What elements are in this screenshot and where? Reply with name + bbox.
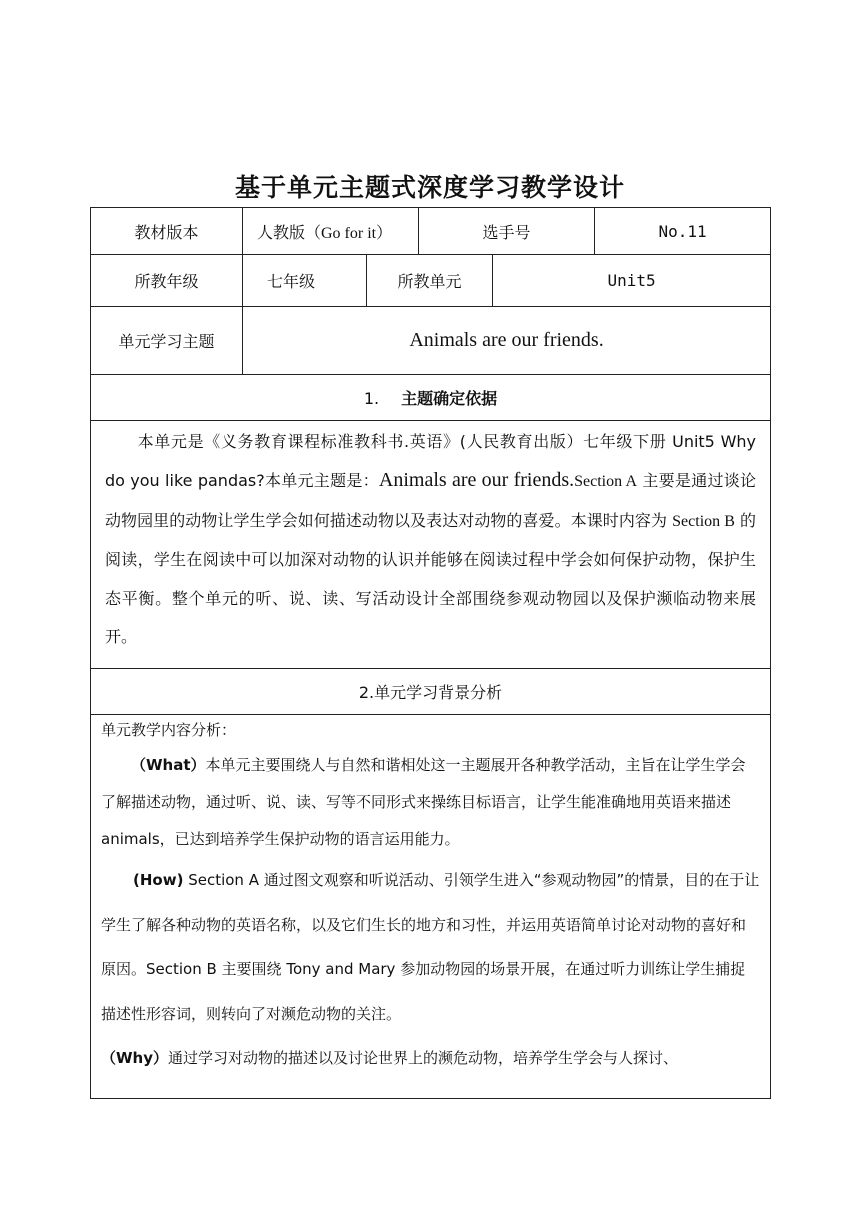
section1-text-d: Section B: [672, 512, 735, 530]
player-value: No.11: [595, 208, 771, 255]
how-paragraph: [101, 858, 760, 1036]
document-title: 基于单元主题式深度学习教学设计: [234, 173, 625, 202]
how-label: (How): [133, 871, 184, 889]
section1-paragraph: [105, 421, 756, 656]
section1-text-a: 本单元是《义务教育课程标准教科书.英语》(人民教育出版）七年级下册 Unit5 Why do you like pandas?本单元主题是：: [105, 432, 757, 491]
textbook-value: 人教版（Go for it）: [243, 208, 419, 255]
theme-value: Animals are our friends.: [243, 307, 771, 375]
why-paragraph: [101, 1036, 760, 1081]
section1-heading: [91, 375, 771, 421]
section1-body: [91, 421, 771, 669]
theme-label: 单元学习主题: [91, 307, 243, 375]
player-label: 选手号: [419, 208, 595, 255]
textbook-label: 教材版本: [91, 208, 243, 255]
section2-body: [91, 715, 771, 1099]
section2-body-row: [91, 715, 771, 1099]
how-text: Section A 通过图文观察和听说活动、引领学生进入“参观动物园”的情景，目的在于让学生了解各种动物的英语名称，以及它们生长的地方和习性，并运用英语简单讨论对动物的喜好和原因。Section B 主要围绕 Tony and Mary 参加动物园的场景开展，在通过听力训练让学生捕捉描述性形容词，则转向了对濒危动物的关注。: [101, 871, 760, 1023]
section1-number: 1.: [363, 389, 380, 408]
section2-heading: 2.单元学习背景分析: [91, 669, 771, 715]
section1-text-b: Section A: [574, 473, 638, 491]
section1-theme-text: Animals are our friends.: [378, 469, 575, 492]
why-label: （Why）: [101, 1049, 169, 1067]
section1-heading-text: 主题确定依据: [401, 389, 498, 408]
why-text: 通过学习对动物的描述以及讨论世界上的濒危动物，培养学生学会与人探讨、: [168, 1049, 679, 1067]
info-row-1: [91, 208, 771, 255]
section1-text-e: 的阅读，学生在阅读中可以加深对动物的认识并能够在阅读过程中学会如何保护动物，保护生态平衡。整个单元的听、说、读、写活动设计全部围绕参观动物园以及保护濒临动物来展开。: [105, 510, 757, 647]
grade-value: 七年级: [243, 255, 367, 307]
theme-row: [91, 307, 771, 375]
section1-heading-row: [91, 375, 771, 421]
unit-value: Unit5: [493, 255, 771, 307]
content-analysis-label: 单元教学内容分析：: [101, 721, 237, 739]
lesson-design-table: [90, 207, 771, 1099]
section2-heading-row: [91, 669, 771, 715]
section1-body-row: [91, 421, 771, 669]
grade-label: 所教年级: [91, 255, 243, 307]
what-paragraph: [101, 747, 760, 858]
what-label: （What）: [131, 756, 206, 774]
info-row-2: [91, 255, 771, 307]
section1-text-c: 主要是通过谈论动物园里的动物让学生学会如何描述动物以及表达对动物的喜爱。本课时内容为: [105, 471, 757, 530]
unit-label: 所教单元: [367, 255, 493, 307]
what-text: 本单元主要围绕人与自然和谐相处这一主题展开各种教学活动，主旨在让学生学会了解描述动物，通过听、说、读、写等不同形式来操练目标语言，让学生能准确地用英语来描述 animals，已达到培养学生保护动物的语言运用能力。: [101, 756, 746, 848]
